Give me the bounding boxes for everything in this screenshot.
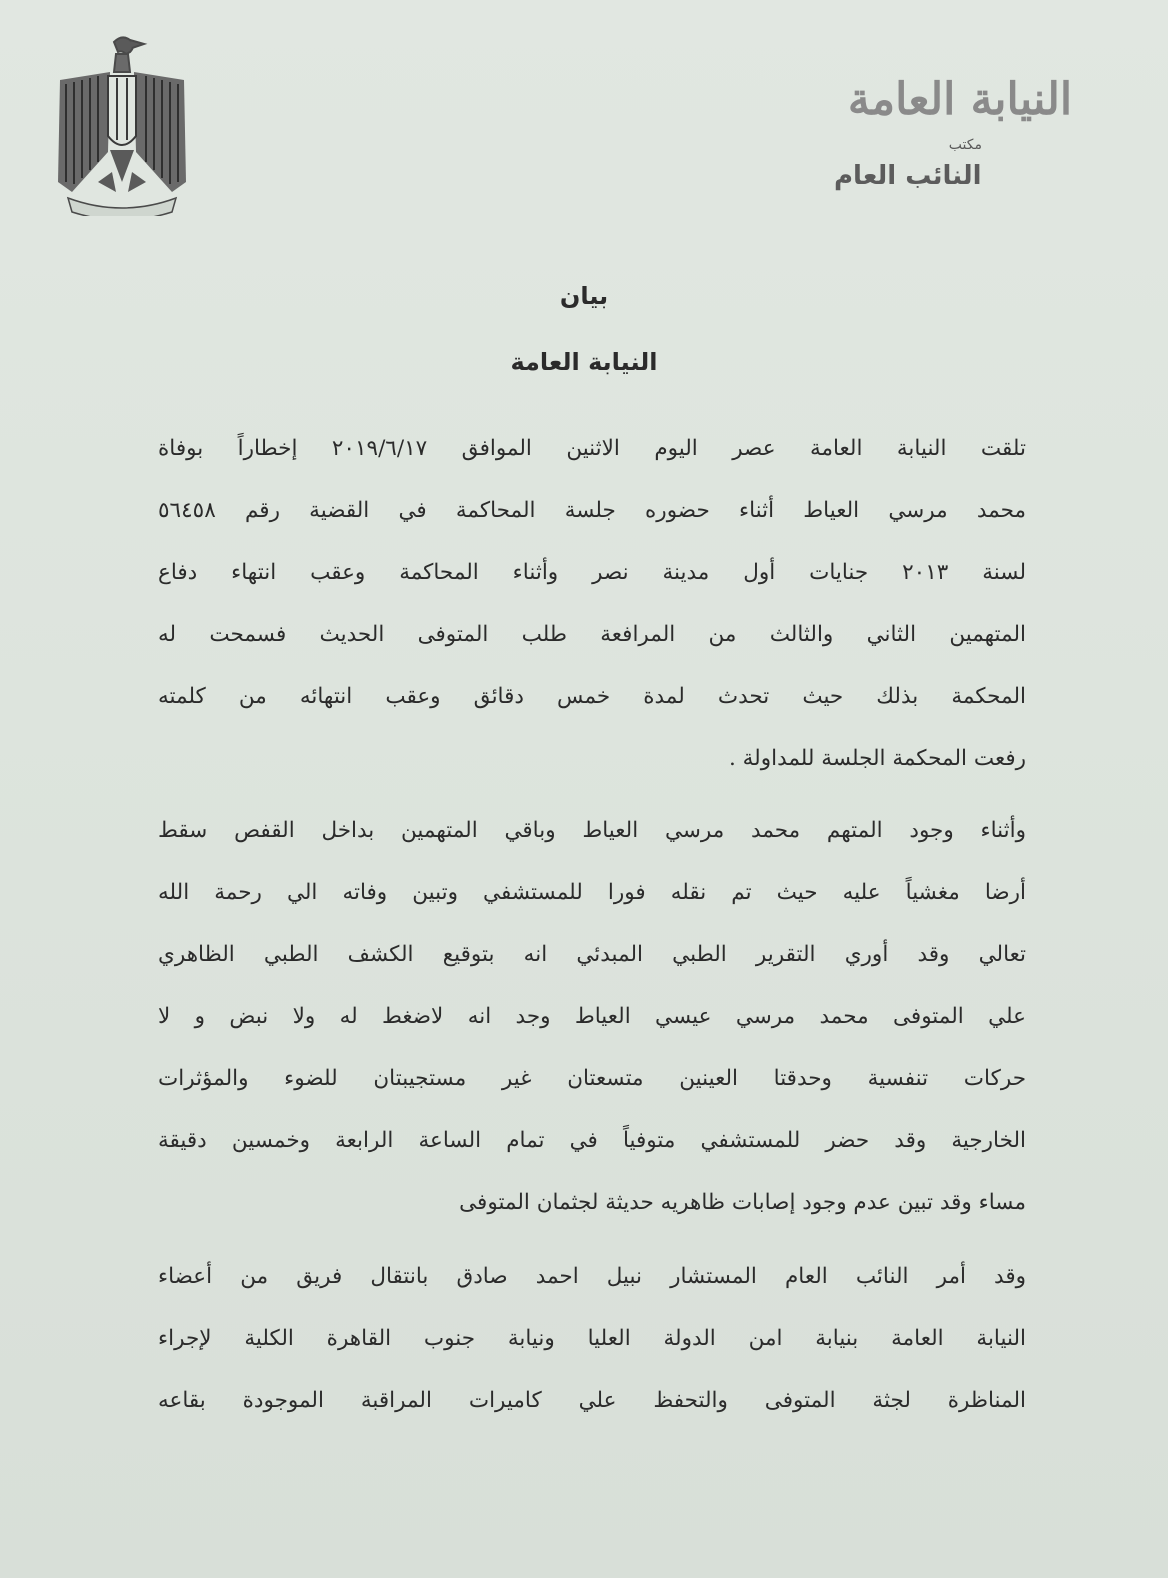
text-line: النيابة العامة بنيابة امن الدولة العليا ونيابة جنوب القاهرة الكلية لإجراء [158, 1326, 1026, 1351]
text-line: رفعت المحكمة الجلسة للمداولة . [728, 746, 1026, 771]
text-line: علي المتوفى محمد مرسي عيسي العياط وجد انه لاضغط له ولا نبض و لا [158, 1004, 1026, 1029]
text-line: تلقت النيابة العامة عصر اليوم الاثنين الموافق ٢٠١٩/٦/١٧ إخطاراً بوفاة [158, 436, 1026, 461]
text-line: محمد مرسي العياط أثناء حضوره جلسة المحاكمة في القضية رقم ٥٦٤٥٨ [158, 498, 1026, 523]
text-line: مساء وقد تبين عدم وجود إصابات ظاهريه حديثة لجثمان المتوفى [459, 1190, 1026, 1215]
text-line: أرضا مغشياً عليه حيث تم نقله فورا للمستشفي وتبين وفاته الي رحمة الله [158, 880, 1026, 905]
egypt-eagle-emblem-icon [52, 32, 192, 216]
paragraph-1 [158, 418, 1026, 790]
text-line: الخارجية وقد حضر للمستشفي متوفياً في تمام الساعة الرابعة وخمسين دقيقة [158, 1128, 1026, 1153]
text-line: حركات تنفسية وحدقتا العينين متسعتان غير مستجيبتان للضوء والمؤثرات [158, 1066, 1026, 1091]
statement-subtitle: النيابة العامة [510, 348, 658, 376]
organization-name: النيابة العامة [847, 74, 1073, 125]
text-line: وقد أمر النائب العام المستشار نبيل احمد صادق بانتقال فريق من أعضاء [158, 1264, 1026, 1289]
paragraph-2 [158, 800, 1026, 1234]
department-name: النائب العام [834, 161, 982, 191]
text-line: تعالي وقد أوري التقرير الطبي المبدئي انه بتوقيع الكشف الطبي الظاهري [158, 942, 1026, 967]
text-line: المتهمين الثاني والثالث من المرافعة طلب المتوفى الحديث فسمحت له [158, 622, 1026, 647]
text-line: لسنة ٢٠١٣ جنايات أول مدينة نصر وأثناء المحاكمة وعقب انتهاء دفاع [158, 560, 1026, 585]
text-line: وأثناء وجود المتهم محمد مرسي العياط وباقي المتهمين بداخل القفص سقط [158, 818, 1026, 843]
statement-title: بيان [559, 282, 609, 310]
paragraph-3 [158, 1246, 1026, 1432]
text-line: المناظرة لجثة المتوفى والتحفظ علي كاميرات المراقبة الموجودة بقاعه [158, 1388, 1026, 1413]
office-label: مكتب [948, 137, 982, 153]
letterhead [810, 72, 1110, 194]
text-line: المحكمة بذلك حيث تحدث لمدة خمس دقائق وعقب انتهائه من كلمته [158, 684, 1026, 709]
